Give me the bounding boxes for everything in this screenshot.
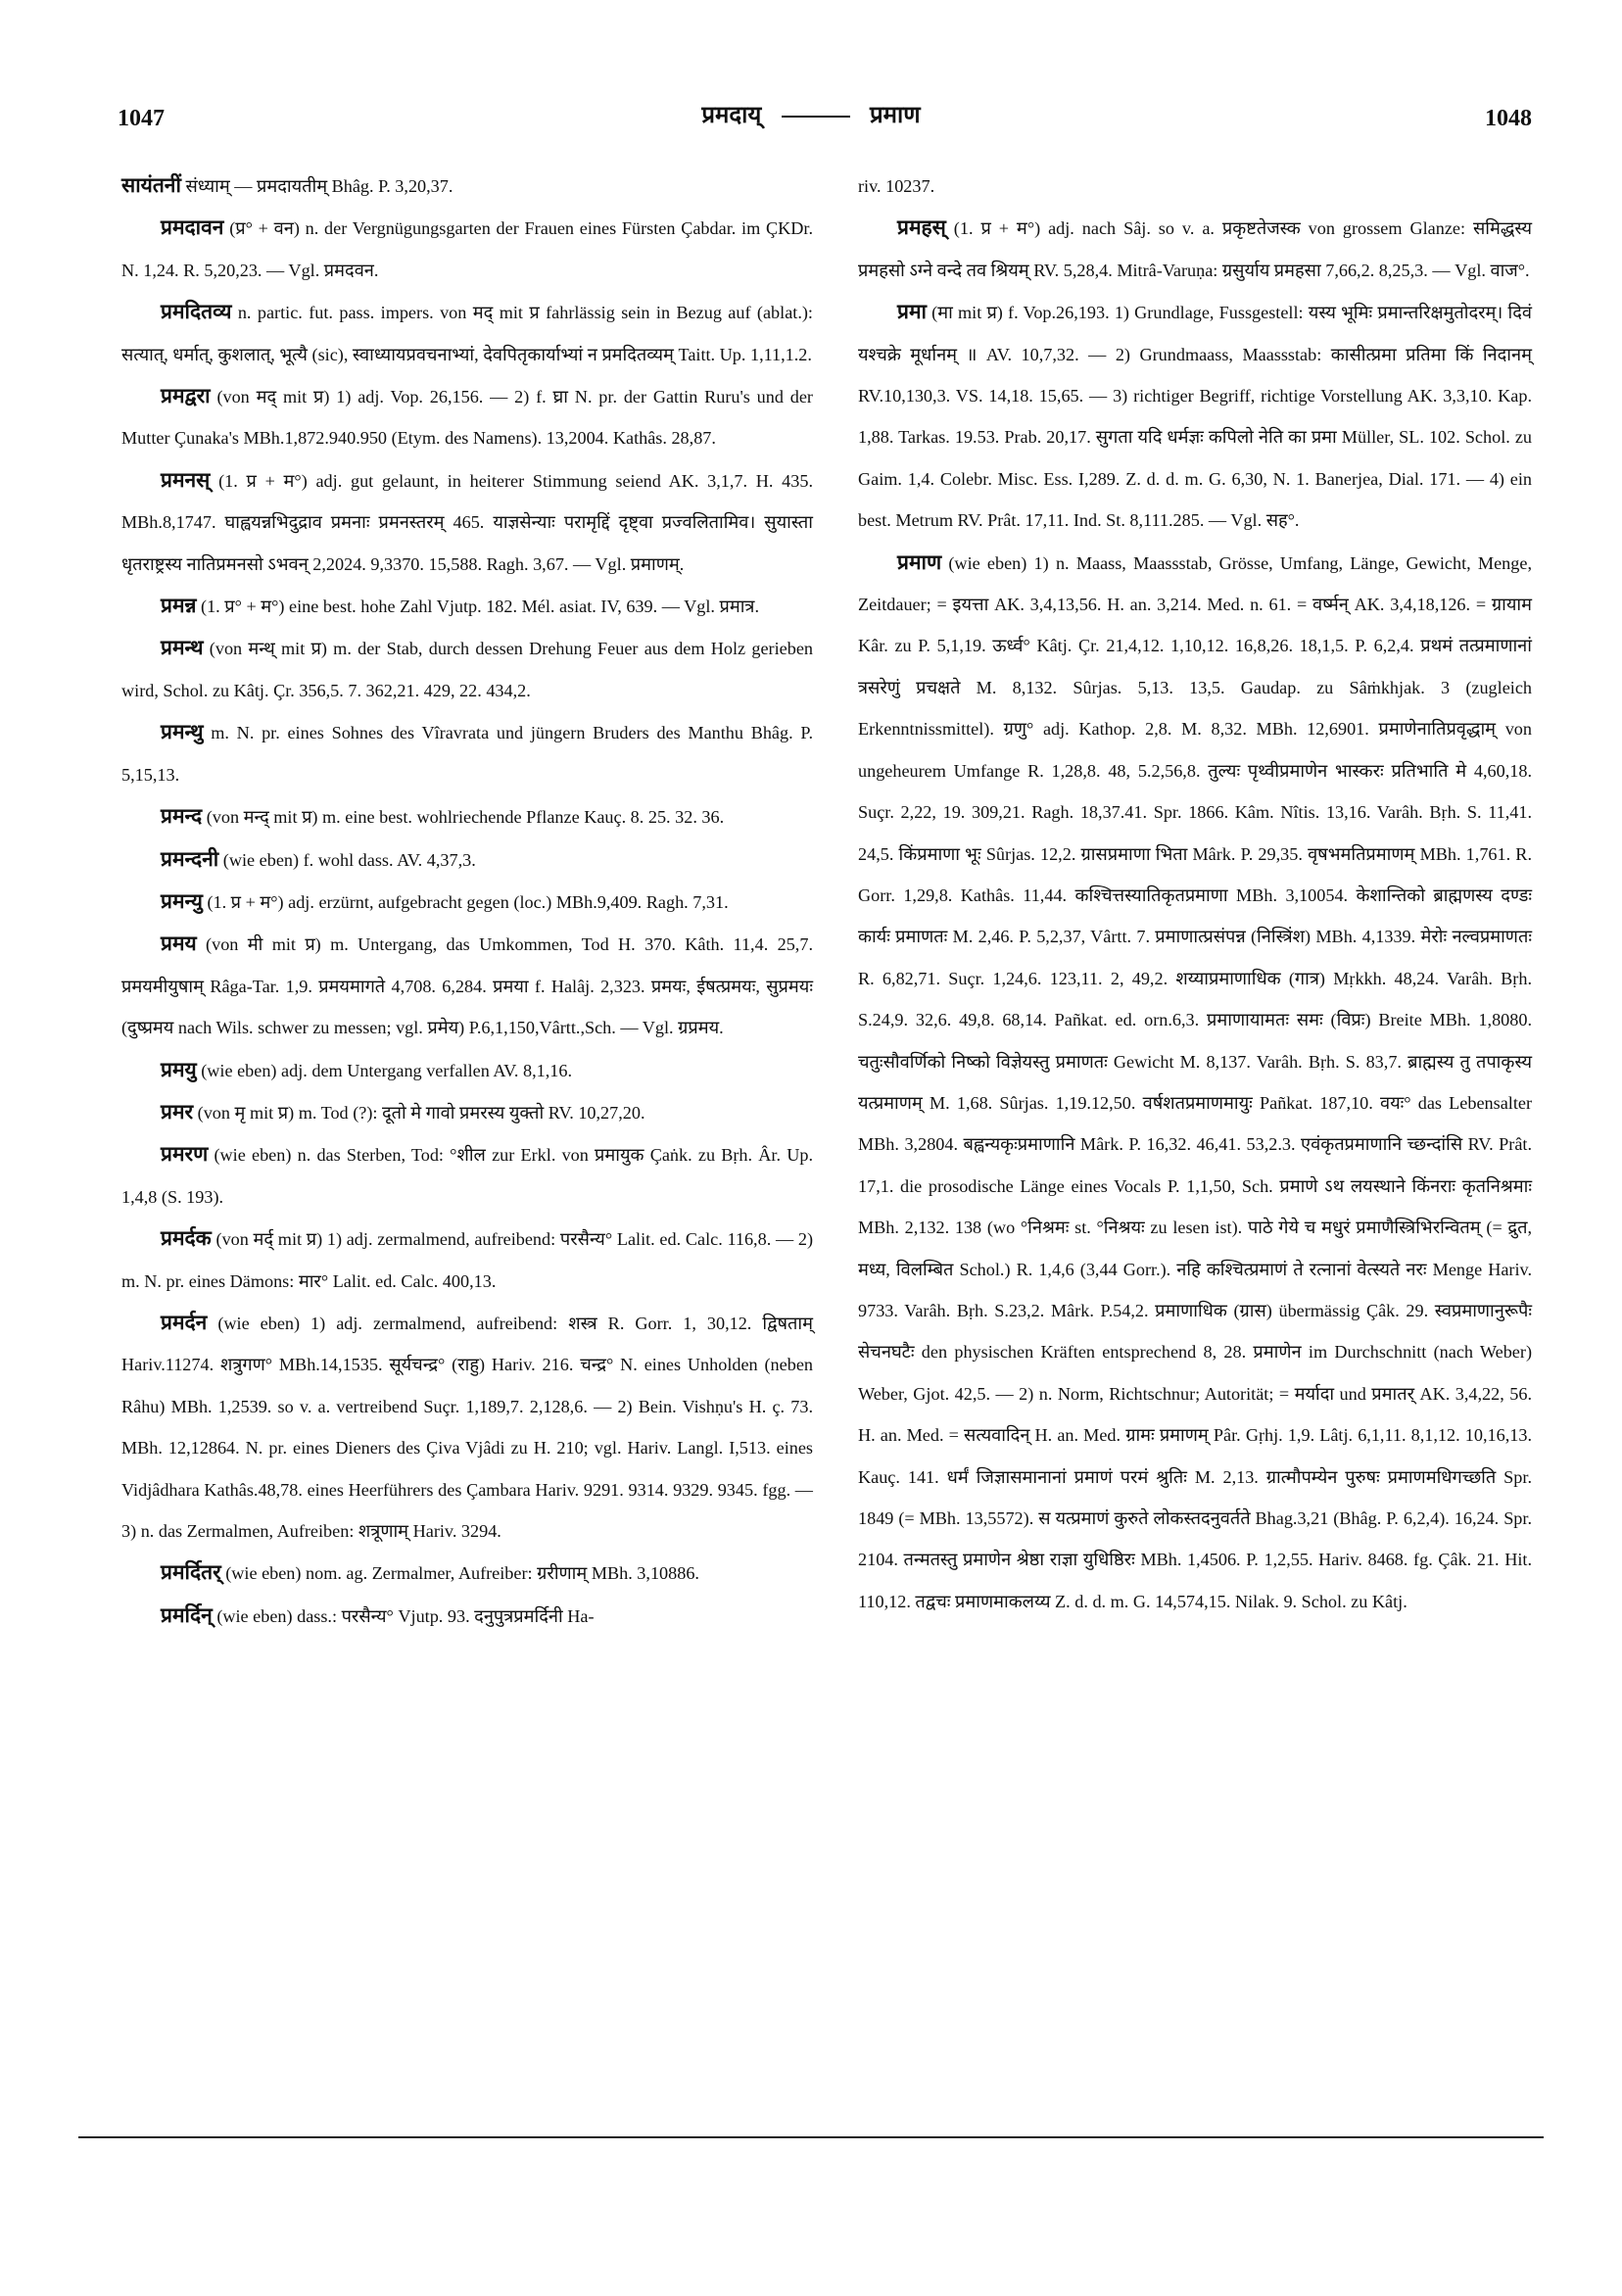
page-number-left: 1047 (118, 106, 165, 131)
dictionary-entry (121, 1595, 813, 1637)
dictionary-entry (121, 1218, 813, 1302)
dictionary-entry (121, 291, 813, 375)
entry-headword: प्रमदितव्य (161, 300, 232, 324)
dictionary-entry (121, 1049, 813, 1091)
entry-headword: प्रमद्वरा (161, 384, 211, 408)
dictionary-entry (121, 1133, 813, 1218)
dictionary-entry (858, 291, 1532, 541)
entry-text: (मा mit प्र) f. Vop.26,193. 1) Grundlage, Fussgestell: यस्य भूमिः प्रमान्तरिक्षमुतोदरम्। दिवं यश्चक्रे मूर्धानम् ॥ AV. 10,7,32. — 2) Grundmaass, Maassstab: कासीत्प्रमा प्रतिमा किं निदानम् RV.10,130,3. VS. 14,18. 15,65. — 3) richtiger Begriff, richtige Vorstellung AK. 3,3,10. Kap. 1,88. Tarkas. 19.53. Prab. 20,17. सुगता यदि धर्मज्ञः कपिलो नेति का प्रमा Müller, SL. 102. Schol. zu Gaim. 1,4. Colebr. Misc. Ess. I,289. Z. d. d. m. G. 6,30, N. 1. Banerjea, Dial. 171. — 4) ein best. Metrum RV. Prât. 17,11. Ind. St. 8,111.285. — Vgl. सह°. (858, 303, 1532, 531)
dictionary-entry (121, 838, 813, 881)
dictionary-entry (121, 165, 813, 207)
entry-headword: प्रमन्थु (161, 720, 204, 744)
entry-text: (von मृ mit प्र) m. Tod (?): दूतो मे गावो प्रमरस्य युक्तो RV. 10,27,20. (193, 1102, 645, 1123)
running-header (0, 98, 1622, 130)
entry-headword: प्रमय (161, 932, 197, 956)
dictionary-entry (858, 165, 1532, 207)
entry-text: (1. प्र + म°) adj. gut gelaunt, in heiterer Stimmung seiend AK. 3,1,7. H. 435. MBh.8,1747. घाह्वयन्नभिदुद्राव प्रमनाः प्रमनस्तरम् 465. याज्ञसेन्याः परामृद्दिं दृष्ट्वा प्रज्वलितामिव। सुयास्ता धृतराष्ट्रस्य नातिप्रमनसो ऽभवन् 2,2024. 9,3370. 15,588. Ragh. 3,67. — Vgl. प्रमाणम्. (121, 470, 813, 574)
entry-headword: प्रमन्यु (161, 888, 203, 913)
entry-text: (von मन्द् mit प्र) m. eine best. wohlriechende Pflanze Kauç. 8. 25. 32. 36. (202, 807, 725, 828)
dictionary-entry (858, 207, 1532, 291)
dictionary-entry (121, 585, 813, 627)
entry-text: n. partic. fut. pass. impers. von मद् mit प्र fahrlässig sein in Bezug auf (ablat.): सत्यात्, धर्मात्, कुशलात्, भूत्यै (sic), स्वाध्यायप्रवचनाभ्यां, देवपितृकार्याभ्यां न प्रमदितव्यम् Taitt. Up. 1,11,1.2. (121, 303, 813, 364)
entry-text: m. N. pr. eines Sohnes des Vîravrata und jüngern Bruders des Manthu Bhâg. P. 5,15,13. (121, 723, 813, 785)
entry-headword: प्रमन्थ (161, 636, 204, 660)
entry-text: (1. प्र + म°) adj. nach Sâj. so v. a. प्रकृष्टतेजस्क von grossem Glanze: समिद्धस्य प्रमहसो ऽग्ने वन्दे तव श्रियम् RV. 5,28,4. Mitrâ-Varuṇa: ग्रसुर्याय प्रमहसा 7,66,2. 8,25,3. — Vgl. वाज°. (858, 218, 1532, 280)
entry-headword: प्रमहस् (897, 215, 946, 240)
entry-text: (wie eben) adj. dem Untergang verfallen AV. 8,1,16. (196, 1060, 573, 1080)
entry-headword: प्रमाण (897, 550, 942, 574)
entry-headword: प्रमर्दितर् (161, 1560, 221, 1585)
entry-text: (wie eben) n. das Sterben, Tod: °शील zur Erkl. von प्रमायुक Çaṅk. zu Bṛh. Âr. Up. 1,4,8 (S. 193). (121, 1145, 813, 1207)
entry-text: (wie eben) 1) n. Maass, Maassstab, Grösse, Umfang, Länge, Gewicht, Menge, Zeitdauer; = इयत्ता AK. 3,4,13,56. H. an. 3,214. Med. n. 61. = वर्ष्मन् AK. 3,4,18,126. = ग्रायाम Kâr. zu P. 5,1,19. ऊर्ध्व° Kâtj. Çr. 21,4,12. 1,10,12. 16,8,26. 18,1,5. P. 6,2,4. प्रथमं तत्प्रमाणानां त्रसरेणुं प्रचक्षते M. 8,132. Sûrjas. 5,13. 13,5. Gaudap. zu Sâṁkhjak. 3 (zugleich Erkenntnissmittel). ग्रणु° adj. Kathop. 2,8. M. 8,32. MBh. 12,6901. प्रमाणेनातिप्रवृद्धाम् von ungeheurem Umfange R. 1,28,8. 48, 5.2,56,8. तुल्यः पृथ्वीप्रमाणेन भास्करः प्रतिभाति मे 4,60,18. Suçr. 2,22, 19. 309,21. Ragh. 18,37.41. Spr. 1866. Kâm. Nîtis. 13,16. Varâh. Bṛh. S. 11,41. 24,5. किंप्रमाणा भूः Sûrjas. 12,2. ग्रासप्रमाणा भिता Mârk. P. 29,35. वृषभमतिप्रमाणम् MBh. 1,761. R. Gorr. 1,29,8. Kathâs. 11,44. कश्चित्तस्यातिकृतप्रमाणा MBh. 3,10054. केशान्तिको ब्राह्मणस्य दण्डः कार्यः प्रमाणतः M. 2,46. P. 5,2,37, Vârtt. 7. प्रमाणात्प्रसंपन्न (निस्त्रिंश) MBh. 4,1339. मेरोः नल्वप्रमाणतः R. 6,82,71. Suçr. 1,24,6. 123,11. 2, 49,2. शय्याप्रमाणाधिक (गात्र) Mṛkkh. 48,24. Varâh. Bṛh. S.24,9. 32,6. 49,8. 68,14. Pañkat. ed. orn.6,3. प्रमाणायामतः समः (विप्रः) Breite MBh. 1,8080. चतुःसौवर्णिको निष्को विज्ञेयस्तु प्रमाणतः Gewicht M. 8,137. Varâh. Bṛh. S. 83,7. ब्राह्मस्य तु तपाकृस्य यत्प्रमाणम् M. 1,68. Sûrjas. 1,19.12,50. वर्षशतप्रमाणमायुः Pañkat. 187,10. वयः° das Lebensalter MBh. 3,2804. बह्वन्यकृःप्रमाणानि Mârk. P. 16,32. 46,41. 53,2.3. एवंकृतप्रमाणानि च्छन्दांसि RV. Prât. 17,1. die prosodische Länge eines Vocals P. 1,1,50, Sch. प्रमाणे ऽथ लयस्थाने किंनराः कृतनिश्रमाः MBh. 2,132. 138 (wo °निश्रमः st. °निश्रयः zu lesen ist). पाठे गेये च मधुरं प्रमाणैस्त्रिभिरन्वितम् (= द्रुत, मध्य, विलम्बित Schol.) R. 1,4,6 (3,44 Gorr.). नहि कश्चित्प्रमाणं ते रत्नानां वेत्स्यते नरः Menge Hariv. 9733. Varâh. Bṛh. S.23,2. Mârk. P.54,2. प्रमाणाधिक (ग्रास) übermässig Çâk. 29. स्वप्रमाणानुरूपैः सेचनघटैः den physischen Kräften entsprechend 8, 28. प्रमाणेन im Durchschnitt (nach Weber) Weber, Gjot. 42,5. — 2) n. Norm, Richtschnur; Autorität; = मर्यादा und प्रमातर् AK. 3,4,22, 56. H. an. Med. = सत्यवादिन् H. an. Med. ग्रामः प्रमाणम् Pâr. Gṛhj. 1,9. Lâtj. 6,1,11. 8,1,12. 10,16,13. Kauç. 141. धर्मं जिज्ञासमानानां प्रमाणं परमं श्रुतिः M. 2,13. ग्रात्मौपम्येन पुरुषः प्रमाणमधिगच्छति Spr. 1849 (= MBh. 13,5572). स यत्प्रमाणं कुरुते लोकस्तदनुवर्तते Bhag.3,21 (Bhâg. P. 6,2,4). 16,24. Spr. 2104. तन्मतस्तु प्रमाणेन श्रेष्ठा राज्ञा युधिष्ठिरः MBh. 1,4506. P. 1,2,55. Hariv. 8468. fg. Çâk. 21. Hit. 110,12. तद्वचः प्रमाणमाकलय्य Z. d. d. m. G. 14,574,15. Nilak. 9. Schol. zu Kâtj. (858, 552, 1532, 1611)
dictionary-entry (858, 542, 1532, 1623)
dictionary-entry (121, 459, 813, 585)
entry-headword: प्रमनस् (161, 467, 211, 492)
entry-headword: प्रमन्द (161, 804, 203, 829)
entry-headword: प्रमन्न (161, 594, 197, 618)
entry-text: (wie eben) 1) adj. zermalmend, aufreibend: शस्त्र R. Gorr. 1, 30,12. द्विषताम् Hariv.11274. शत्रुगण° MBh.14,1535. सूर्यचन्द्र° (राहु) Hariv. 216. चन्द्र° N. eines Unholden (neben Râhu) MBh. 1,2539. so v. a. vertreibend Suçr. 1,189,7. 2,128,6. — 2) Bein. Vishṇu's H. ç. 73. MBh. 12,12864. N. pr. eines Dieners des Çiva Vjâdi zu H. 210; vgl. Hariv. Langl. I,513. eines Vidjâdhara Kathâs.48,78. eines Heerführers des Çambara Hariv. 9291. 9314. 9329. 9345. fgg. — 3) n. das Zermalmen, Aufreiben: शत्रूणाम् Hariv. 3294. (121, 1313, 813, 1541)
dictionary-entry (121, 923, 813, 1048)
dictionary-entry (121, 207, 813, 291)
entry-text: (von मर्द् mit प्र) 1) adj. zermalmend, aufreibend: परसैन्य° Lalit. ed. Calc. 116,8. — 2) m. N. pr. eines Dämons: मार° Lalit. ed. Calc. 400,13. (121, 1229, 813, 1291)
entry-text: (wie eben) f. wohl dass. AV. 4,37,3. (218, 849, 476, 870)
entry-headword: प्रमदावन (161, 215, 224, 240)
entry-text: (प्र° + वन) n. der Vergnügungsgarten der Frauen eines Fürsten Çabdar. im ÇKDr. N. 1,24. R. 5,20,23. — Vgl. प्रमदवन. (121, 218, 813, 280)
bottom-rule (78, 2136, 1544, 2138)
guide-word-left: प्रमदाय् (701, 100, 762, 128)
page-number-right: 1048 (1485, 106, 1532, 131)
left-column (121, 165, 813, 1637)
dictionary-entry (121, 1552, 813, 1594)
dictionary-entry (121, 375, 813, 459)
right-column (858, 165, 1532, 1622)
entry-text: (1. प्र + म°) adj. erzürnt, aufgebracht gegen (loc.) MBh.9,409. Ragh. 7,31. (202, 891, 729, 912)
entry-text: riv. 10237. (858, 176, 935, 196)
entry-headword: प्रमा (897, 300, 927, 324)
dictionary-entry (121, 627, 813, 711)
entry-headword: प्रमर (161, 1099, 194, 1124)
dictionary-entry (121, 881, 813, 923)
dictionary-entry (121, 1091, 813, 1133)
entry-headword: प्रमर्दक (161, 1226, 212, 1251)
entry-text: संध्याम् — प्रमदायतीम् Bhâg. P. 3,20,37. (180, 176, 453, 196)
entry-text: (1. प्र° + म°) eine best. hohe Zahl Vjutp. 182. Mél. asiat. IV, 639. — Vgl. प्रमात्र. (196, 597, 760, 617)
dictionary-entry (121, 711, 813, 795)
entry-text: (von मी mit प्र) m. Untergang, das Umkommen, Tod H. 370. Kâth. 11,4. 25,7. प्रमयमीयुषाम् Râga-Tar. 1,9. प्रमयमागते 4,708. 6,284. प्रमया f. Halâj. 2,323. प्रमयः, ईषत्प्रमयः, सुप्रमयः (दुष्प्रमय nach Wils. schwer zu messen; vgl. प्रमेय) P.6,1,150,Vârtt.,Sch. — Vgl. ग्रप्रमय. (121, 934, 813, 1038)
entry-headword: प्रमयु (161, 1057, 197, 1081)
dictionary-entry (121, 795, 813, 837)
entry-text: (wie eben) dass.: परसैन्य° Vjutp. 93. दनुपुत्रप्रमर्दिनी Ha- (212, 1605, 595, 1626)
dictionary-entry (121, 1302, 813, 1552)
entry-headword: प्रमन्दनी (161, 846, 219, 871)
entry-headword: प्रमर्दन (161, 1310, 208, 1334)
entry-headword: प्रमर्दिन् (161, 1602, 213, 1627)
entry-text: (wie eben) nom. ag. Zermalmer, Aufreiber: ग्ररीणाम् MBh. 3,10886. (220, 1563, 699, 1584)
guide-word-right: प्रमाण (870, 100, 921, 128)
entry-headword: प्रमरण (161, 1142, 209, 1167)
header-dash (782, 116, 850, 118)
entry-headword: सायंतनीं (121, 173, 181, 197)
entry-text: (von मद् mit प्र) 1) adj. Vop. 26,156. — 2) f. घ्रा N. pr. der Gattin Ruru's und der Mutter Çunaka's MBh.1,872.940.950 (Etym. des Namens). 13,2004. Kathâs. 28,87. (121, 387, 813, 449)
entry-text: (von मन्थ् mit प्र) m. der Stab, durch dessen Drehung Feuer aus dem Holz gerieben wird, Schol. zu Kâtj. Çr. 356,5. 7. 362,21. 429, 22. 434,2. (121, 639, 813, 700)
